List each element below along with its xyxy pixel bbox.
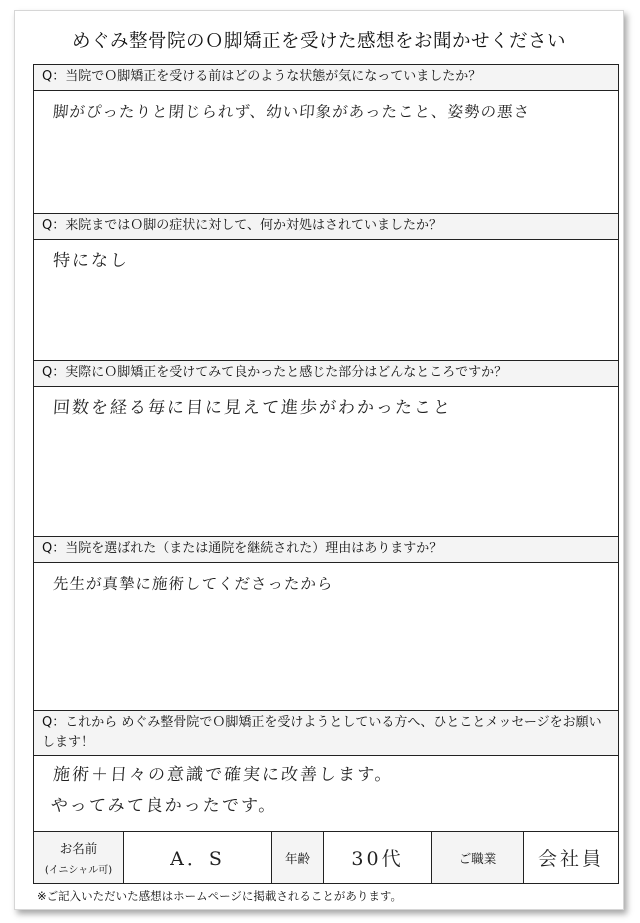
answer-2: 特になし [52,251,130,271]
job-value: 会社員 [537,848,604,870]
question-form [33,64,619,832]
answer-3: 回数を経る毎に目に見えて進歩がわかったこと [52,398,453,418]
question-3: Q：実際にＯ脚矯正を受けてみて良かったと感じた部分はどんなところですか？ [34,361,618,387]
answer-1-box [34,91,618,214]
answer-3-box [34,387,618,537]
respondent-info [33,831,619,884]
disclaimer-note: ※ご記入いただいた感想はホームページに掲載されることがあります。 [37,889,402,903]
question-1: Q：当院でＯ脚矯正を受ける前はどのような状態が気になっていましたか？ [34,65,618,91]
answer-4-box [34,563,618,711]
answer-4: 先生が真摯に施術してくださったから [52,575,335,593]
answer-5-box [34,756,618,831]
question-4: Q：当院を選ばれた（または通院を継続された）理由はありますか？ [34,537,618,563]
name-label: お名前 [59,841,98,856]
job-value-cell [524,832,618,883]
job-label-cell [432,832,524,883]
question-5: Q：これから めぐみ整骨院でＯ脚矯正を受けようとしている方へ、ひとことメッセージをお願いします！ [34,711,618,756]
survey-title: めぐみ整骨院のＯ脚矯正を受けた感想をお聞かせください [71,31,566,52]
answer-2-box [34,240,618,361]
age-value-cell [324,832,432,883]
age-value: 30代 [351,848,404,870]
question-2: Q：来院まではＯ脚の症状に対して、何か対処はされていましたか？ [34,214,618,240]
survey-sheet [14,10,624,910]
age-label-cell [272,832,324,883]
answer-1: 脚がぴったりと閉じられず、幼い印象があったこと、姿勢の悪さ [52,103,531,121]
name-sublabel: (イニシャル可) [44,865,113,876]
job-label: ご職業 [458,850,497,866]
age-label: 年齢 [284,850,310,866]
name-value: A．S [170,848,225,870]
answer-5: 施術＋日々の意識で確実に改善します。 やってみて良かったです。 [50,765,395,816]
name-label-cell [34,832,124,883]
name-value-cell [124,832,272,883]
